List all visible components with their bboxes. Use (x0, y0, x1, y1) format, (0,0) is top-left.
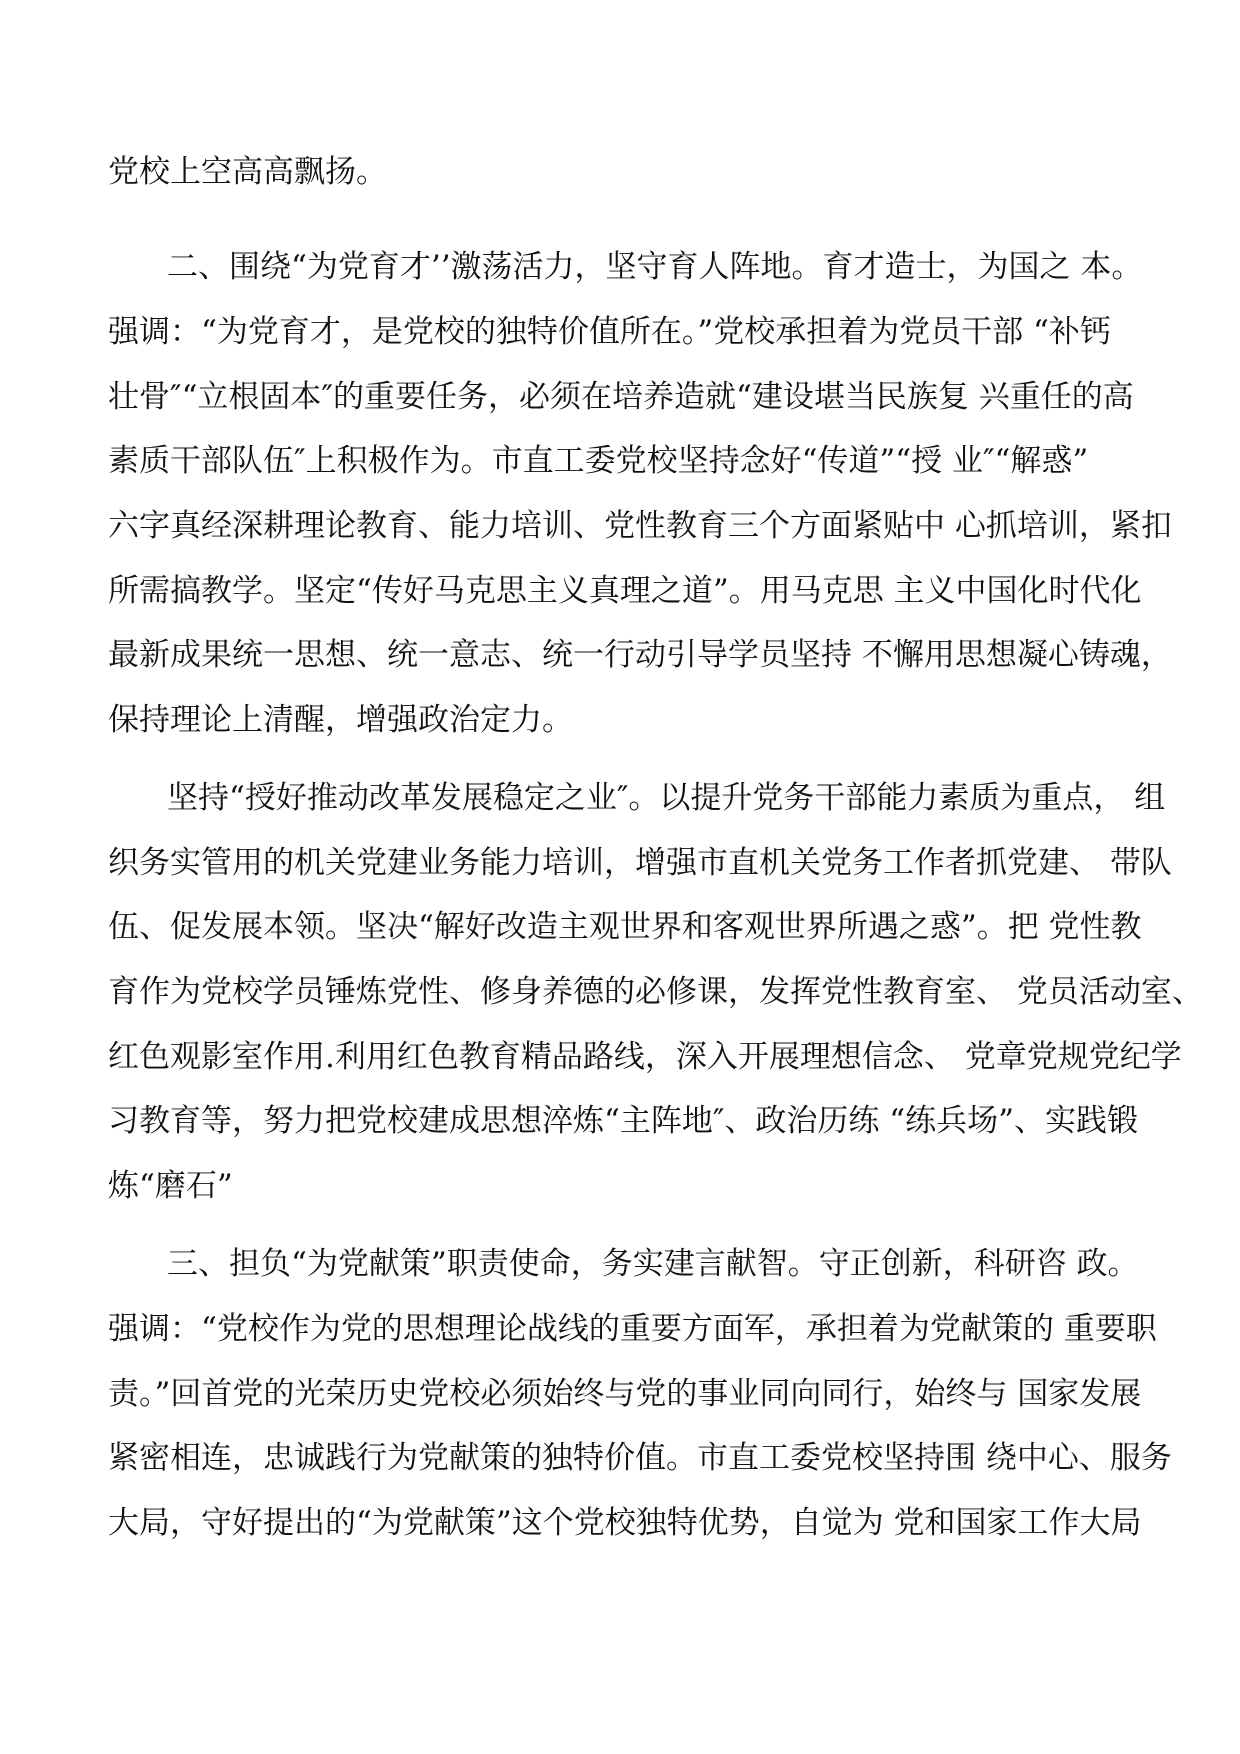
text-line: 习教育等，努力把党校建成思想淬炼“主阵地″、政治历练 “练兵场”、实践锻 (108, 1103, 1138, 1139)
text-line: 最新成果统一思想、统一意志、统一行动引导学员坚持 不懈用思想凝心铸魂， (108, 637, 1172, 673)
text-line: 六字真经深耕理论教育、能力培训、党性教育三个方面紧贴中 心抓培训，紧扣 (108, 508, 1172, 544)
text-line: 责。”回首党的光荣历史党校必须始终与党的事业同向同行，始终与 国家发展 (108, 1376, 1142, 1412)
text-line: 强调：“为党育才，是党校的独特价值所在。”党校承担着为党员干部 “补钙 (108, 314, 1111, 350)
text-line: 党校上空高高飘扬。 (108, 154, 387, 190)
text-line: 三、担负“为党献策”职责使命，务实建言献智。守正创新，科研咨 政。 (167, 1246, 1139, 1282)
text-line: 坚持“授好推动改革发展稳定之业″。以提升党务干部能力素质为重点， 组 (167, 780, 1166, 816)
text-line: 大局，守好提出的“为党献策”这个党校独特优势，自觉为 党和国家工作大局 (108, 1505, 1142, 1541)
text-line: 二、围绕“为党育才’’激荡活力，坚守育人阵地。育才造士，为国之 本。 (167, 249, 1143, 285)
text-line: 育作为党校学员锤炼党性、修身养德的必修课，发挥党性教育室、 党员活动室、 (108, 974, 1203, 1010)
text-line: 壮骨″“立根固本″的重要任务，必须在培养造就“建设堪当民族复 兴重任的高 (108, 379, 1134, 415)
text-line: 织务实管用的机关党建业务能力培训，增强市直机关党务工作者抓党建、 带队 (108, 845, 1172, 881)
text-line: 炼“磨石” (108, 1168, 233, 1204)
text-line: 保持理论上清醒，增强政治定力。 (108, 702, 573, 738)
text-line: 伍、促发展本领。坚决“解好改造主观世界和客观世界所遇之惑”。把 党性教 (108, 909, 1142, 945)
text-line: 紧密相连，忠诚践行为党献策的独特价值。市直工委党校坚持围 绕中心、服务 (108, 1440, 1172, 1476)
text-line: 强调：“党校作为党的思想理论战线的重要方面军，承担着为党献策的 重要职 (108, 1311, 1157, 1347)
text-line: 红色观影室作用.利用红色教育精品路线，深入开展理想信念、 党章党规党纪学 (108, 1039, 1182, 1075)
text-line: 所需搞教学。坚定“传好马克思主义真理之道”。用马克思 主义中国化时代化 (108, 573, 1142, 609)
text-line: 素质干部队伍″上积极作为。市直工委党校坚持念好“传道”“授 业″“解惑” (108, 443, 1089, 479)
